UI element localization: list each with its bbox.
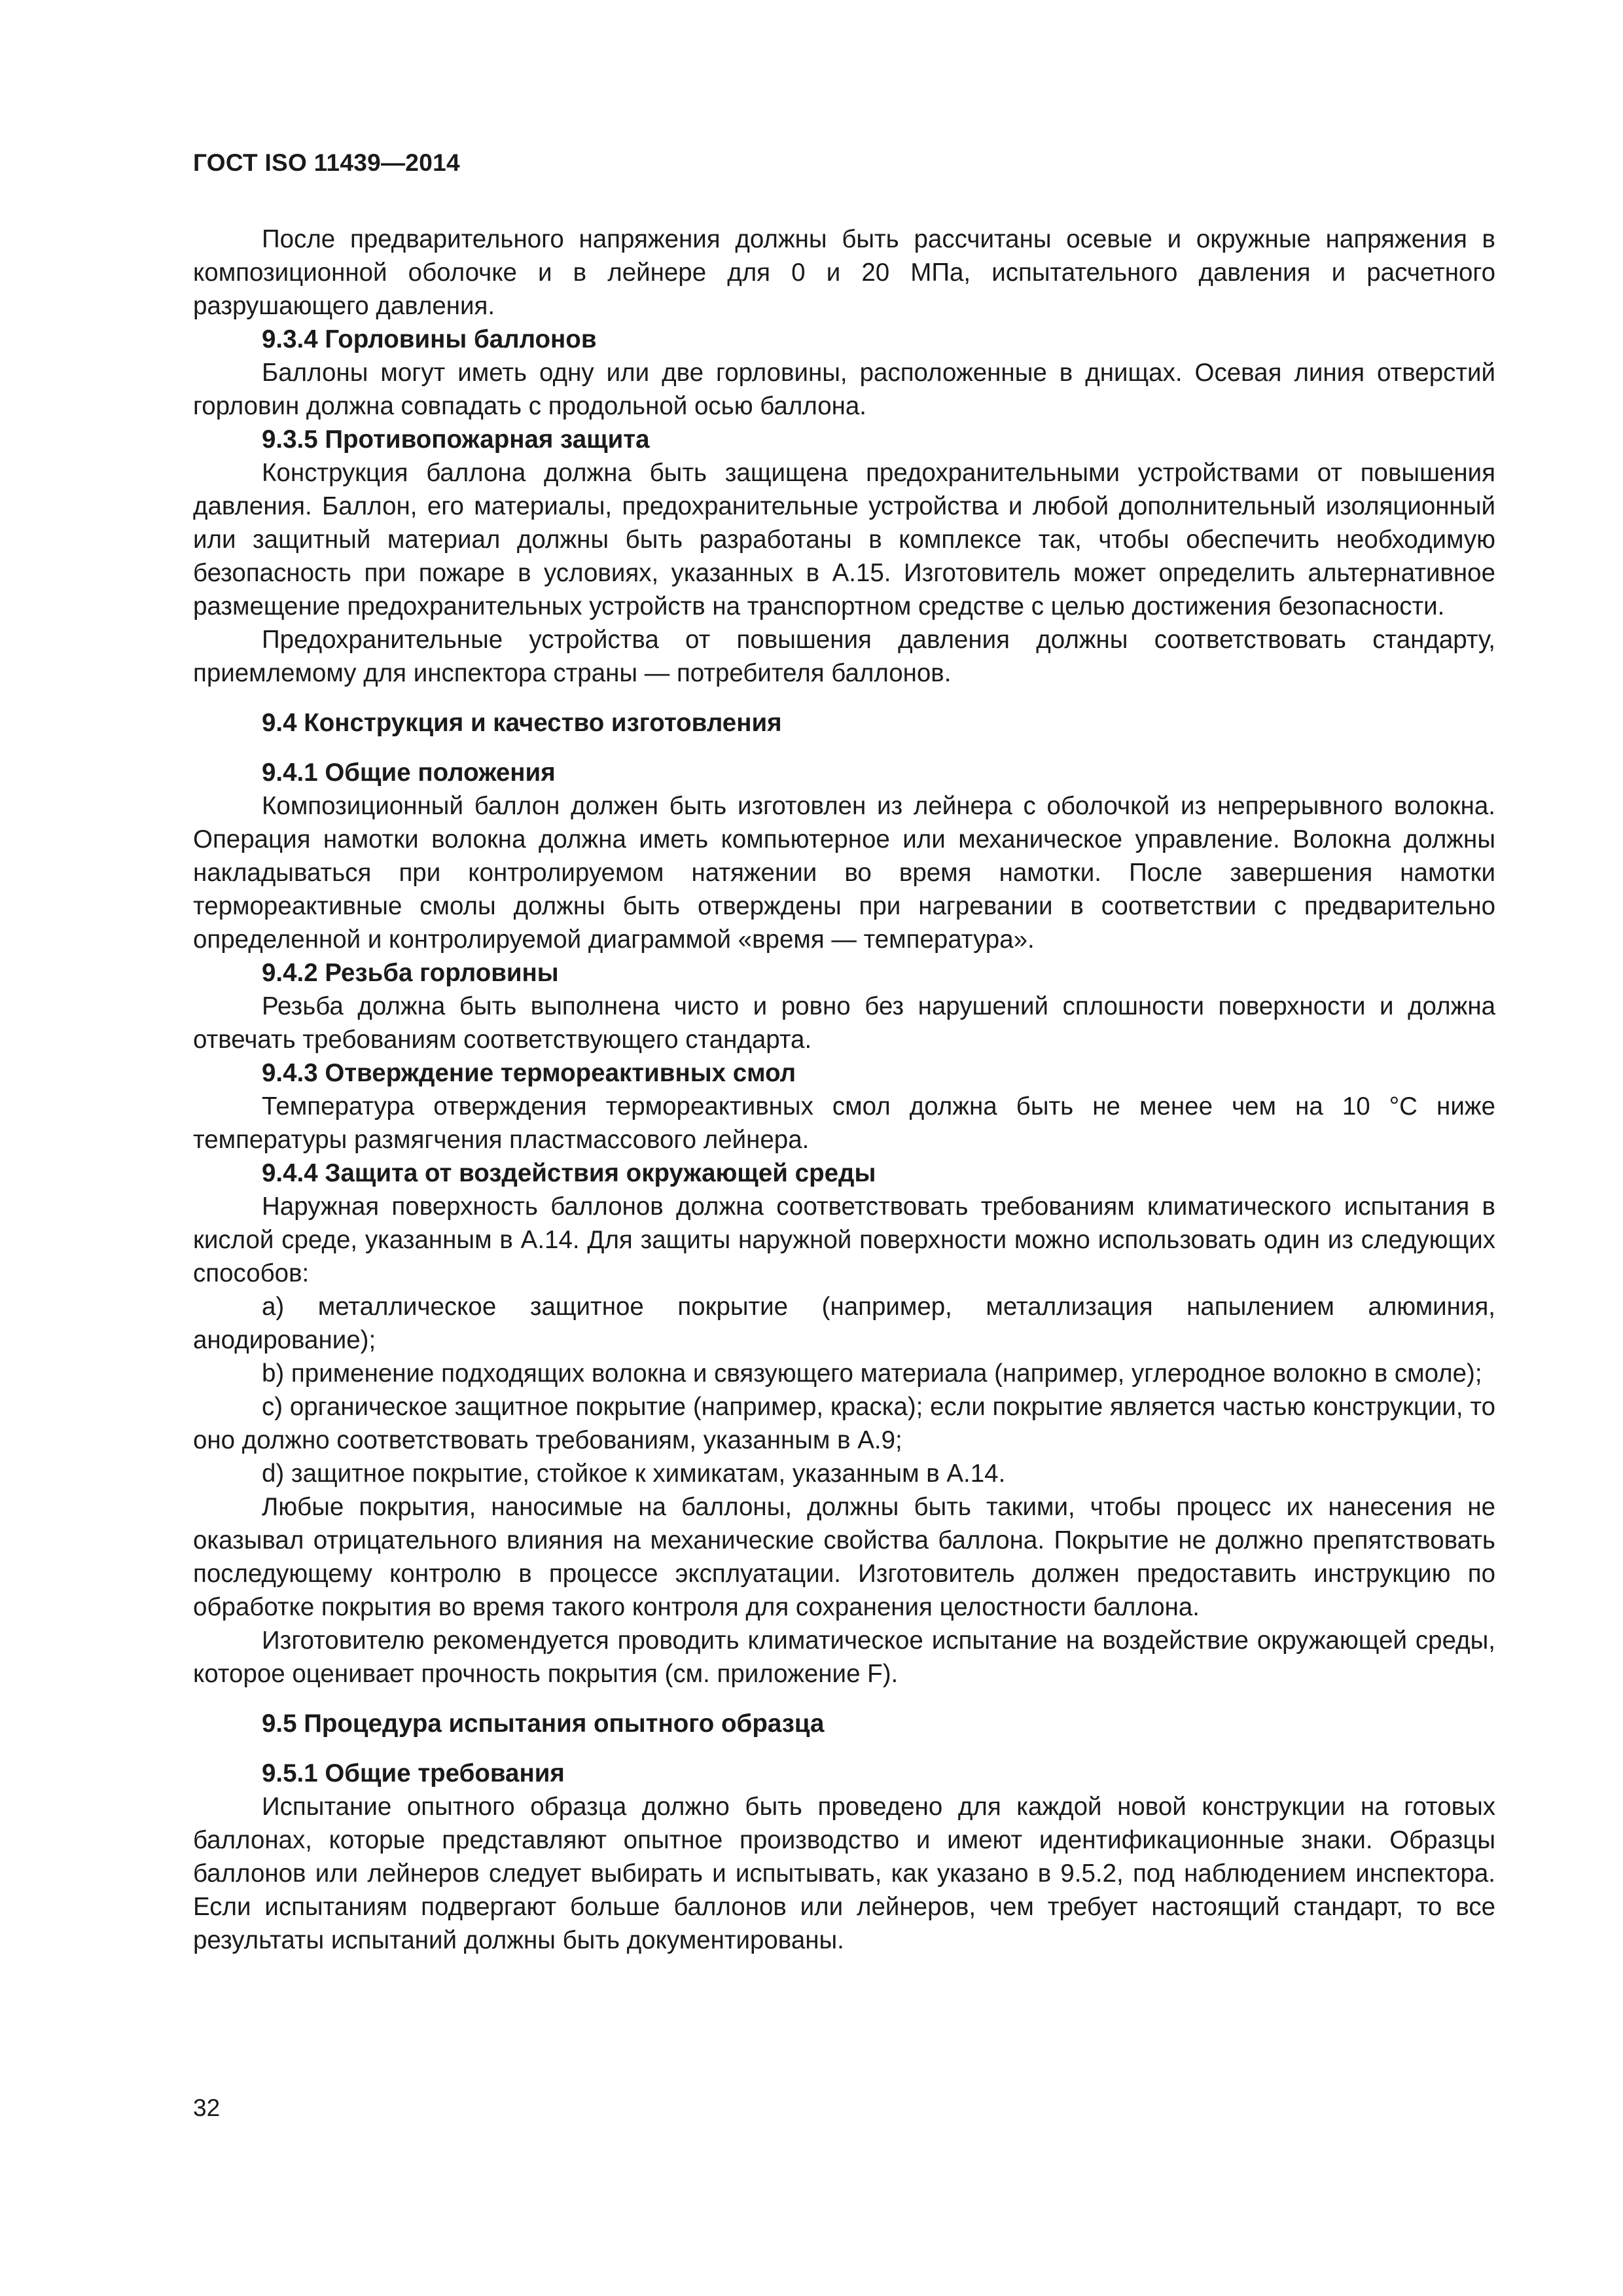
subsection-heading: 9.4.4 Защита от воздействия окружающей среды <box>262 1159 876 1187</box>
page-number: 32 <box>193 2094 221 2121</box>
paragraph: Любые покрытия, наносимые на баллоны, должны быть такими, чтобы процесс их нанесения не оказывал отрицательного влияния на механические свойства баллона. Покрытие не должно препятствовать последующему контролю в процессе эксплуатации. Изготовитель должен предоставить инструкцию по обработке покрытия во время такого контроля для сохранения целостности баллона. <box>193 1493 1495 1621</box>
subsection-heading: 9.4.3 Отверждение термореактивных смол <box>262 1059 796 1087</box>
section-heading: 9.5 Процедура испытания опытного образца <box>262 1710 825 1738</box>
subsection-heading: 9.5.1 Общие требования <box>262 1759 565 1787</box>
list-item: d) защитное покрытие, стойкое к химикатам, указанным в А.14. <box>262 1460 1006 1488</box>
subsection-heading: 9.4.1 Общие положения <box>262 759 556 787</box>
paragraph: Конструкция баллона должна быть защищена предохранительными устройствами от повышения давления. Баллон, его материалы, предохранительные устройства и любой дополнительный изоляционный или защитный материал должны быть разработаны в комплексе так, чтобы обеспечить необходимую безопасность при пожаре в условиях, указанных в А.15. Изготовитель может определить альтернативное размещение предохранительных устройств на транспортном средстве с целью достижения безопасности. <box>193 459 1495 620</box>
paragraph: После предварительного напряжения должны быть рассчитаны осевые и окружные напряжения в композиционной оболочке и в лейнере для 0 и 20 МПа, испытательного давления и расчетного разрушающего давления. <box>193 225 1495 320</box>
paragraph: Наружная поверхность баллонов должна соответствовать требованиям климатического испытания в кислой среде, указанным в А.14. Для защиты наружной поверхности можно использовать один из следующих способов: <box>193 1193 1495 1287</box>
paragraph: Композиционный баллон должен быть изготовлен из лейнера с оболочкой из непрерывного волокна. Операция намотки волокна должна иметь компьютерное или механическое управление. Волокна должны накладываться при контролируемом натяжении во время намотки. После завершения намотки термореактивные смолы должны быть отверждены при нагревании в соответствии с предварительно определенной и контролируемой диаграммой «время — температура». <box>193 792 1495 954</box>
paragraph: Резьба должна быть выполнена чисто и ровно без нарушений сплошности поверхности и должна отвечать требованиям соответствующего стандарта. <box>193 992 1495 1054</box>
section-heading: 9.4 Конструкция и качество изготовления <box>262 709 782 737</box>
subsection-heading: 9.4.2 Резьба горловины <box>262 959 559 987</box>
document-header: ГОСТ ISO 11439—2014 <box>193 149 460 176</box>
subsection-heading: 9.3.5 Противопожарная защита <box>262 425 650 454</box>
paragraph: Изготовителю рекомендуется проводить климатическое испытание на воздействие окружающей среды, которое оценивает прочность покрытия (см. приложение F). <box>193 1626 1495 1688</box>
paragraph: Температура отверждения термореактивных смол должна быть не менее чем на 10 °С ниже температуры размягчения пластмассового лейнера. <box>193 1092 1495 1154</box>
list-item: c) органическое защитное покрытие (например, краска); если покрытие является частью конструкции, то оно должно соответствовать требованиям, указанным в А.9; <box>193 1393 1495 1454</box>
paragraph: Предохранительные устройства от повышения давления должны соответствовать стандарту, приемлемому для инспектора страны — потребителя баллонов. <box>193 626 1495 687</box>
document-body <box>193 223 1495 1957</box>
subsection-heading: 9.3.4 Горловины баллонов <box>262 325 597 353</box>
list-item: a) металлическое защитное покрытие (например, металлизация напылением алюминия, анодирование); <box>193 1293 1495 1354</box>
paragraph: Баллоны могут иметь одну или две горловины, расположенные в днищах. Осевая линия отверстий горловин должна совпадать с продольной осью баллона. <box>193 359 1495 420</box>
paragraph: Испытание опытного образца должно быть проведено для каждой новой конструкции на готовых баллонах, которые представляют опытное производство и имеют идентификационные знаки. Образцы баллонов или лейнеров следует выбирать и испытывать, как указано в 9.5.2, под наблюдением инспектора. Если испытаниям подвергают больше баллонов или лейнеров, чем требует настоящий стандарт, то все результаты испытаний должны быть документированы. <box>193 1793 1495 1954</box>
list-item: b) применение подходящих волокна и связующего материала (например, углеродное волокно в смоле); <box>262 1359 1482 1388</box>
